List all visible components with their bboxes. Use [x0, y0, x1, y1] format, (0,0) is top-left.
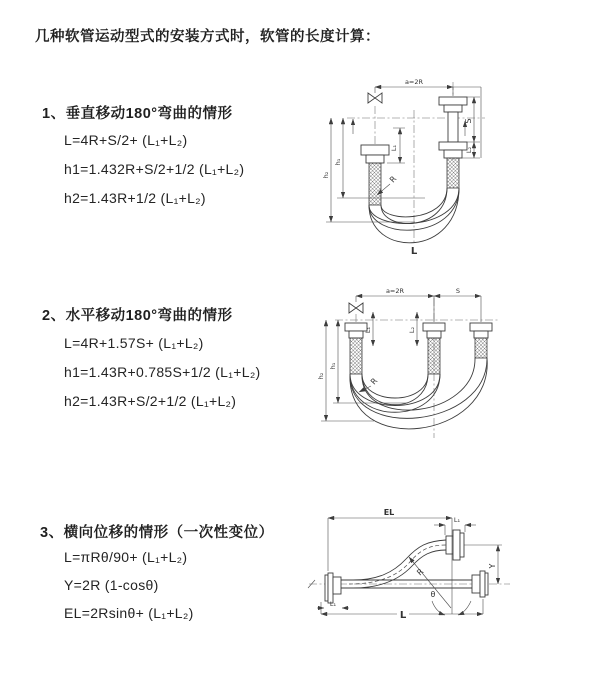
- formula: L=πRθ/90+ (L₁+L₂): [64, 549, 188, 565]
- dim-label-theta: θ: [430, 590, 436, 599]
- dim-label-h2: h₂: [317, 372, 325, 380]
- section-3: [40, 521, 274, 542]
- section-3-heading: 3、横向位移的情形（一次性变位）: [40, 525, 274, 541]
- formula: h2=1.43R+1/2 (L₁+L₂): [64, 190, 206, 206]
- dim-label-s: S: [455, 287, 461, 295]
- hose-s-curve: [349, 540, 446, 588]
- left-fitting: [361, 145, 389, 205]
- dimensions: [317, 508, 502, 621]
- section-2-heading: 2、水平移动180°弯曲的情形: [42, 308, 233, 324]
- radius-line: [409, 557, 451, 608]
- dim-label-l2: L₂: [408, 326, 416, 334]
- dim-label-l-total: L: [399, 610, 407, 621]
- formula: h1=1.432R+S/2+1/2 (L₁+L₂): [64, 161, 245, 177]
- right-fitting: [470, 323, 492, 358]
- right-flange: [472, 571, 488, 597]
- valve-icon: [349, 303, 363, 313]
- dim-label-h2: h₂: [322, 171, 330, 179]
- section-1: [42, 102, 233, 123]
- formula: EL=2Rsinθ+ (L₁+L₂): [64, 605, 194, 621]
- angle-arc: [432, 601, 445, 615]
- section-1-heading: 1、垂直移动180°弯曲的情形: [42, 106, 233, 122]
- formula: Y=2R (1-cosθ): [64, 577, 159, 593]
- dim-label-r: R: [415, 566, 426, 578]
- dim-label-h1: h₁: [334, 158, 342, 166]
- diagram-vertical-bend: [315, 70, 600, 265]
- upper-flange: [446, 530, 464, 560]
- left-flange: [325, 573, 341, 603]
- dimensions: [317, 287, 481, 421]
- formula: L=4R+S/2+ (L₁+L₂): [64, 132, 188, 148]
- dim-label-l-total: L: [410, 246, 418, 257]
- dim-label-h1: h₁: [329, 362, 337, 370]
- section-1-formulas: [64, 126, 244, 213]
- dim-label-l1-bottom: L₁: [329, 600, 337, 608]
- right-fitting: [439, 97, 467, 188]
- page-title: 几种软管运动型式的安装方式时，软管的长度计算：: [35, 29, 380, 45]
- dim-label-r: R: [368, 376, 380, 387]
- diagram-horizontal-bend: [310, 282, 600, 462]
- formula: L=4R+1.57S+ (L₁+L₂): [64, 335, 204, 351]
- dim-label-l1: L₁: [390, 144, 398, 152]
- dim-label-el: EL: [383, 508, 395, 517]
- dim-label-r: R: [387, 174, 399, 185]
- dim-label-l1-top: L₁: [453, 516, 461, 524]
- formula: h1=1.43R+0.785S+1/2 (L₁+L₂): [64, 364, 261, 380]
- middle-fitting: [423, 323, 445, 374]
- valve-icon: [368, 93, 382, 103]
- angle-arc: [458, 601, 471, 615]
- section-2-formulas: [64, 329, 261, 416]
- dim-label-s: S: [464, 118, 473, 124]
- dim-label-l2: L₂: [465, 146, 473, 154]
- dim-label-a2r: a=2R: [385, 287, 405, 295]
- diagram-lateral-displacement: [305, 505, 600, 640]
- dim-label-l1: L₁: [364, 326, 372, 334]
- dim-label-y: Y: [488, 563, 497, 569]
- formula: h2=1.43R+S/2+1/2 (L₁+L₂): [64, 393, 237, 409]
- dim-label-a2r: a=2R: [404, 78, 424, 86]
- hose-curves: [350, 358, 487, 429]
- section-2: [42, 304, 233, 325]
- section-3-formulas: [64, 543, 194, 627]
